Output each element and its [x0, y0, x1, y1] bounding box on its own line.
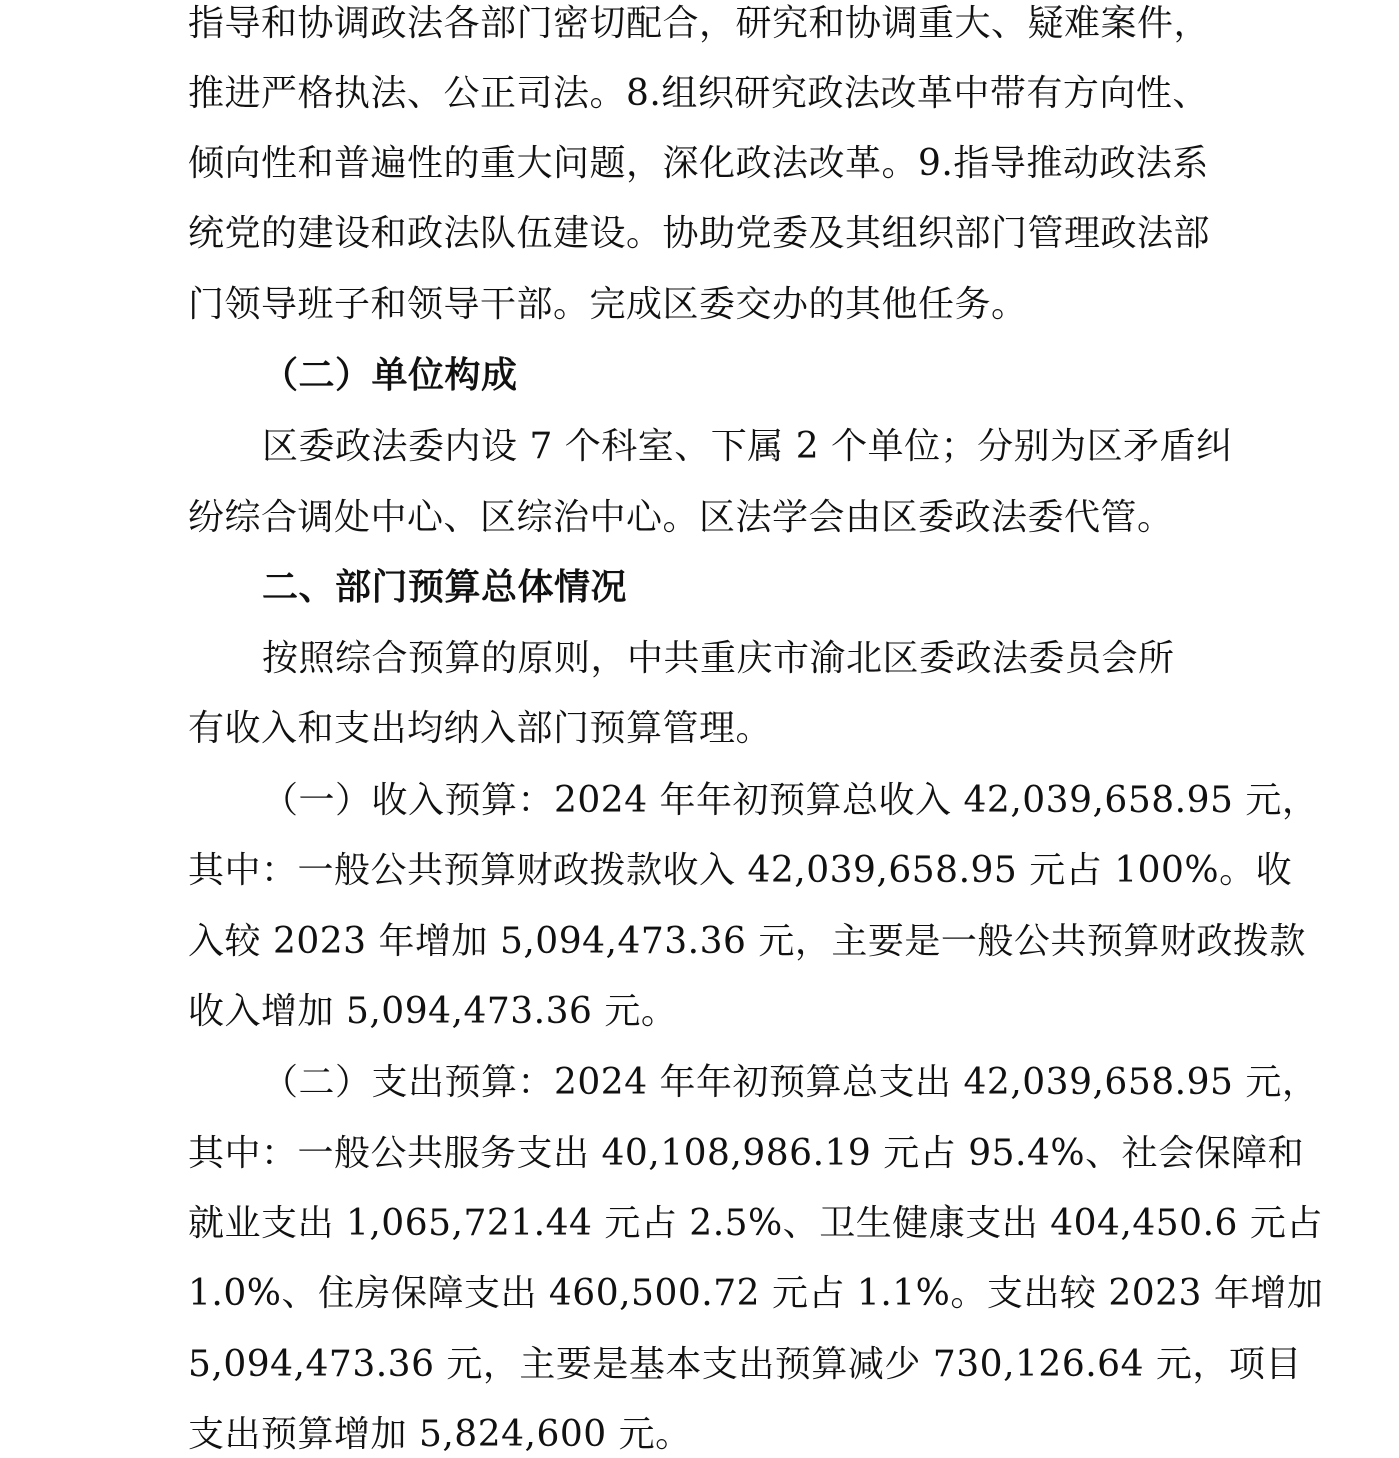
- paragraph-line: 就业支出 1,065,721.44 元占 2.5%、卫生健康支出 404,450.6 元占: [188, 1203, 1323, 1244]
- paragraph-line: 支出预算增加 5,824,600 元。: [188, 1414, 692, 1455]
- paragraph-line: 有收入和支出均纳入部门预算管理。: [188, 708, 773, 749]
- paragraph-line: 统党的建设和政法队伍建设。协助党委及其组织部门管理政法部: [188, 213, 1211, 254]
- paragraph-line: 其中：一般公共服务支出 40,108,986.19 元占 95.4%、社会保障和: [188, 1133, 1305, 1174]
- paragraph-line: 倾向性和普遍性的重大问题，深化政法改革。9.指导推动政法系: [188, 143, 1209, 184]
- paragraph-line: （一）收入预算：2024 年年初预算总收入 42,039,658.95 元，: [262, 780, 1319, 821]
- paragraph-line: 推进严格执法、公正司法。8.组织研究政法改革中带有方向性、: [188, 73, 1209, 114]
- paragraph-line: 纷综合调处中心、区综治中心。区法学会由区委政法委代管。: [188, 497, 1174, 538]
- section-heading: 二、部门预算总体情况: [262, 567, 628, 608]
- paragraph-line: 其中：一般公共预算财政拨款收入 42,039,658.95 元占 100%。收: [188, 850, 1293, 891]
- paragraph-line: 5,094,473.36 元，主要是基本支出预算减少 730,126.64 元，项目: [188, 1344, 1302, 1385]
- paragraph-line: 按照综合预算的原则，中共重庆市渝北区委政法委员会所: [262, 638, 1175, 679]
- paragraph-line: 区委政法委内设 7 个科室、下属 2 个单位；分别为区矛盾纠: [262, 426, 1233, 467]
- paragraph-line: 指导和协调政法各部门密切配合，研究和协调重大、疑难案件，: [188, 3, 1211, 44]
- paragraph-line: 1.0%、住房保障支出 460,500.72 元占 1.1%。支出较 2023 年增加: [188, 1273, 1324, 1314]
- paragraph-line: 收入增加 5,094,473.36 元。: [188, 991, 678, 1032]
- section-subheading: （二）单位构成: [262, 355, 518, 396]
- paragraph-line: （二）支出预算：2024 年年初预算总支出 42,039,658.95 元，: [262, 1062, 1319, 1103]
- paragraph-line: 门领导班子和领导干部。完成区委交办的其他任务。: [188, 284, 1028, 325]
- paragraph-line: 入较 2023 年增加 5,094,473.36 元，主要是一般公共预算财政拨款: [188, 921, 1306, 962]
